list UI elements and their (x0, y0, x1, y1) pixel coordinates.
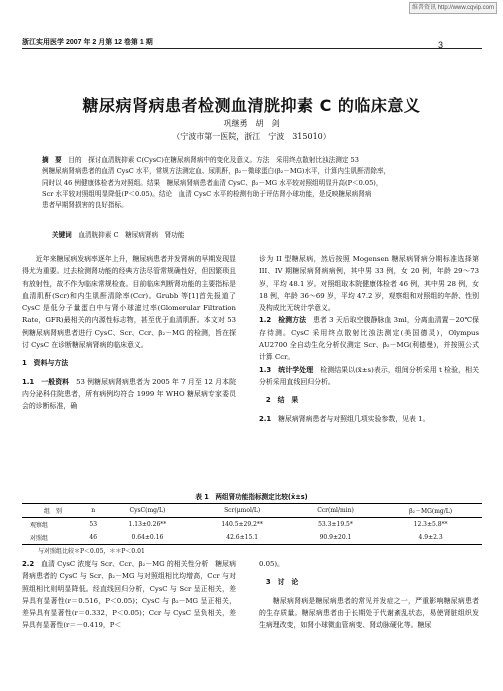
table-cell: 观察组 (30, 522, 49, 529)
table-cell: 140.5±29.2** (221, 521, 263, 528)
table-header: β₂－MG(mg/L) (379, 504, 482, 518)
discussion-paragraph: 糖尿病肾病是糖尿病患者的常见并发症之一，严重影响糖尿病患者的生存质量。糖尿病患者由于长期处于代谢紊乱状态，易使肾脏组织发生病理改变，如肾小球微血管病变、肾动脉硬化等。糖尿 (259, 596, 479, 630)
bottom-right-column (259, 558, 479, 631)
page-number: 3 (437, 40, 443, 50)
paragraph-2-2-tail: 0.05)。 (259, 560, 284, 568)
header-rule (22, 48, 482, 49)
table-cell: 4.9±2.3 (379, 531, 482, 545)
abstract-line: Scr 水平较对照组明显降低(P＜0.05)。结论 血清 CysC 水平的检测有助于评估肾小球功能，是反映糖尿病肾病 (42, 189, 372, 198)
table-cell: 对照组 (22, 531, 84, 545)
right-column (259, 253, 479, 425)
section-heading-discussion: 3 讨 论 (265, 578, 299, 587)
left-column (22, 253, 236, 413)
abstract (42, 155, 462, 211)
table-row (22, 531, 482, 545)
affiliation: （宁波市第一医院，浙江 宁波 315010） (172, 132, 331, 141)
table-header: CysC(mg/L) (102, 504, 192, 518)
article-title: 糖尿病肾病患者检测血清胱抑素 C 的临床意义 (82, 96, 421, 115)
paragraph-2-1: 糖尿病肾病患者与对照组几项实验参数，见表 1。 (278, 414, 430, 423)
watermark: 维普资讯 http://www.cqvip.com (409, 2, 497, 14)
table-cell: 12.3±5.8** (413, 521, 448, 528)
table-cell: 90.9±20.1 (292, 531, 379, 545)
subheading-1-2: 1.2 检测方法 (259, 316, 313, 325)
abstract-line: 目的 探讨血清胱抑素 C(CysC)在糖尿病肾病中的变化及意义。方法 采用终点散射比浊法测定 53 (68, 156, 359, 164)
table-cell: 46 (84, 531, 102, 545)
paragraph-1-2: 患者 3 天后取空腹静脉血 3ml，分离血清置－20℃保存待测。CysC 采用终点散射比浊法测定(美国德灵)，Olympus AU2700 全自动生化分析仪测定 Scr、β₂－MG(利德曼)，并按照公式计算 Ccr。 (259, 316, 479, 362)
table-header: Scr(μmol/L) (193, 504, 292, 518)
table-cell: 42.6±15.1 (193, 531, 292, 545)
table-cell: 1.13±0.26** (128, 521, 167, 528)
table-header: Ccr(ml/min) (292, 504, 379, 518)
subheading-2-1: 2.1 (259, 414, 279, 423)
section-heading-results: 2 结 果 (265, 396, 299, 405)
subheading-2-2: 2.2 (22, 560, 42, 568)
abstract-line: 患者早期肾损害的良好指标。 (42, 201, 128, 210)
table-header: n (84, 504, 102, 518)
results-table (22, 503, 482, 545)
paragraph-1-1: 53 例糖尿病肾病患者为 2005 年 7 月至 12 月本院内分泌科住院患者，所有病例均符合 1999 年 WHO 糖尿病专家委员会的诊断标准，确 (22, 377, 236, 411)
paragraph-2-2: 血清 CysC 浓度与 Scr、Ccr、β₂－MG 的相关性分析 糖尿病肾病患者的 CysC 与 Scr、β₂－MG 与对照组相比均增高，Ccr 与对照组相比则明显降低。经直线回归分析，CysC 与 Scr 呈正相关，差异具有显著性(r＝0.516，P＜0.05)；CysC 与 β₂－MG 呈正相关，差异具有显著性(r＝0.332，P＜0.05)；Ccr 与 CysC 呈负相关，差异具有显著性(r＝－0.419，P＜ (22, 560, 236, 630)
subheading-1-3: 1.3 统计学处理 (259, 365, 321, 374)
bottom-left-column (22, 558, 236, 632)
abstract-line: 例糖尿病肾病患者的血清 CysC 水平，常规方法测定血、尿肌酐，β₂－微球蛋白(β₂－MG)水平，计算内生肌酐清除率， (42, 167, 391, 176)
section-heading-methods: 1 资料与方法 (22, 359, 69, 368)
paragraph-1-1-cont: 诊为 II 型糖尿病，然后按照 Mogensen 糖尿病肾病分期标准选择第 III、IV 期糖尿病肾病病例，其中男 33 例，女 20 例，年龄 29～73 岁，平均 48.1 岁。对照组取本院健康体检者 46 例，其中男 28 例，女 18 例，年龄 36～69 岁，平均 47.2 岁，观察组和对照组的年龄、性别及构成比无统计学意义。 (259, 255, 479, 313)
table-note: 与对照组比较＊P＜0.05，＊＊P＜0.01 (38, 548, 145, 555)
keywords (52, 229, 472, 239)
abstract-line: 同时以 46 例健康体检者为对照组。结果 糖尿病肾病患者血清 CysC、β₂－MG 水平较对照组明显升高(P＜0.05)， (42, 178, 383, 187)
authors: 巩继勇 胡 剑 (223, 119, 280, 128)
table-header: 组 别 (22, 504, 84, 518)
intro-paragraph: 近年来糖尿病发病率逐年上升，糖尿病患者并发肾病的早期发现显得尤为重要。过去检测肾功能的经典方法尽管常规确性好，但因繁琐且有放射性，故不作为临床常规检查。目前临床判断肾功能的主要指标是血清肌酐(Scr)和内生肌酐清除率(Ccr)。Grubb 等[1]首先报道了 CysC 是低分子量蛋白中与肾小球滤过率(Glomerular Filtration Rate，GFR)最相关的内源性标志物，甚至优于血清肌酐。本文对 53 例糖尿病肾病患者进行 CysC、Scr、Ccr、β₂－MG 的检测，旨在探讨 CysC 在诊断糖尿病肾病的临床意义。 (22, 255, 236, 350)
keywords-text: 血清胱抑素 C 糖尿病肾病 肾功能 (78, 231, 185, 239)
paragraph-1-3: 检测结果以(x̄±s)表示，组间分析采用 t 检验，相关分析采用直线回归分析。 (259, 365, 479, 386)
table-caption: 表 1 两组肾功能指标测定比较(x̄±s) (195, 493, 308, 501)
table-cell: 53 (89, 521, 98, 528)
table-cell: 0.64±0.16 (102, 531, 192, 545)
table-row (22, 518, 482, 532)
keywords-label: 关键词 (52, 231, 72, 239)
journal-header: 浙江实用医学 2007 年 2 月第 12 卷第 1 期 (22, 39, 153, 46)
table-cell: 53.3±19.5* (318, 521, 353, 528)
abstract-label: 摘 要 (42, 156, 69, 164)
subheading-1-1: 1.1 一般资料 (22, 377, 77, 386)
